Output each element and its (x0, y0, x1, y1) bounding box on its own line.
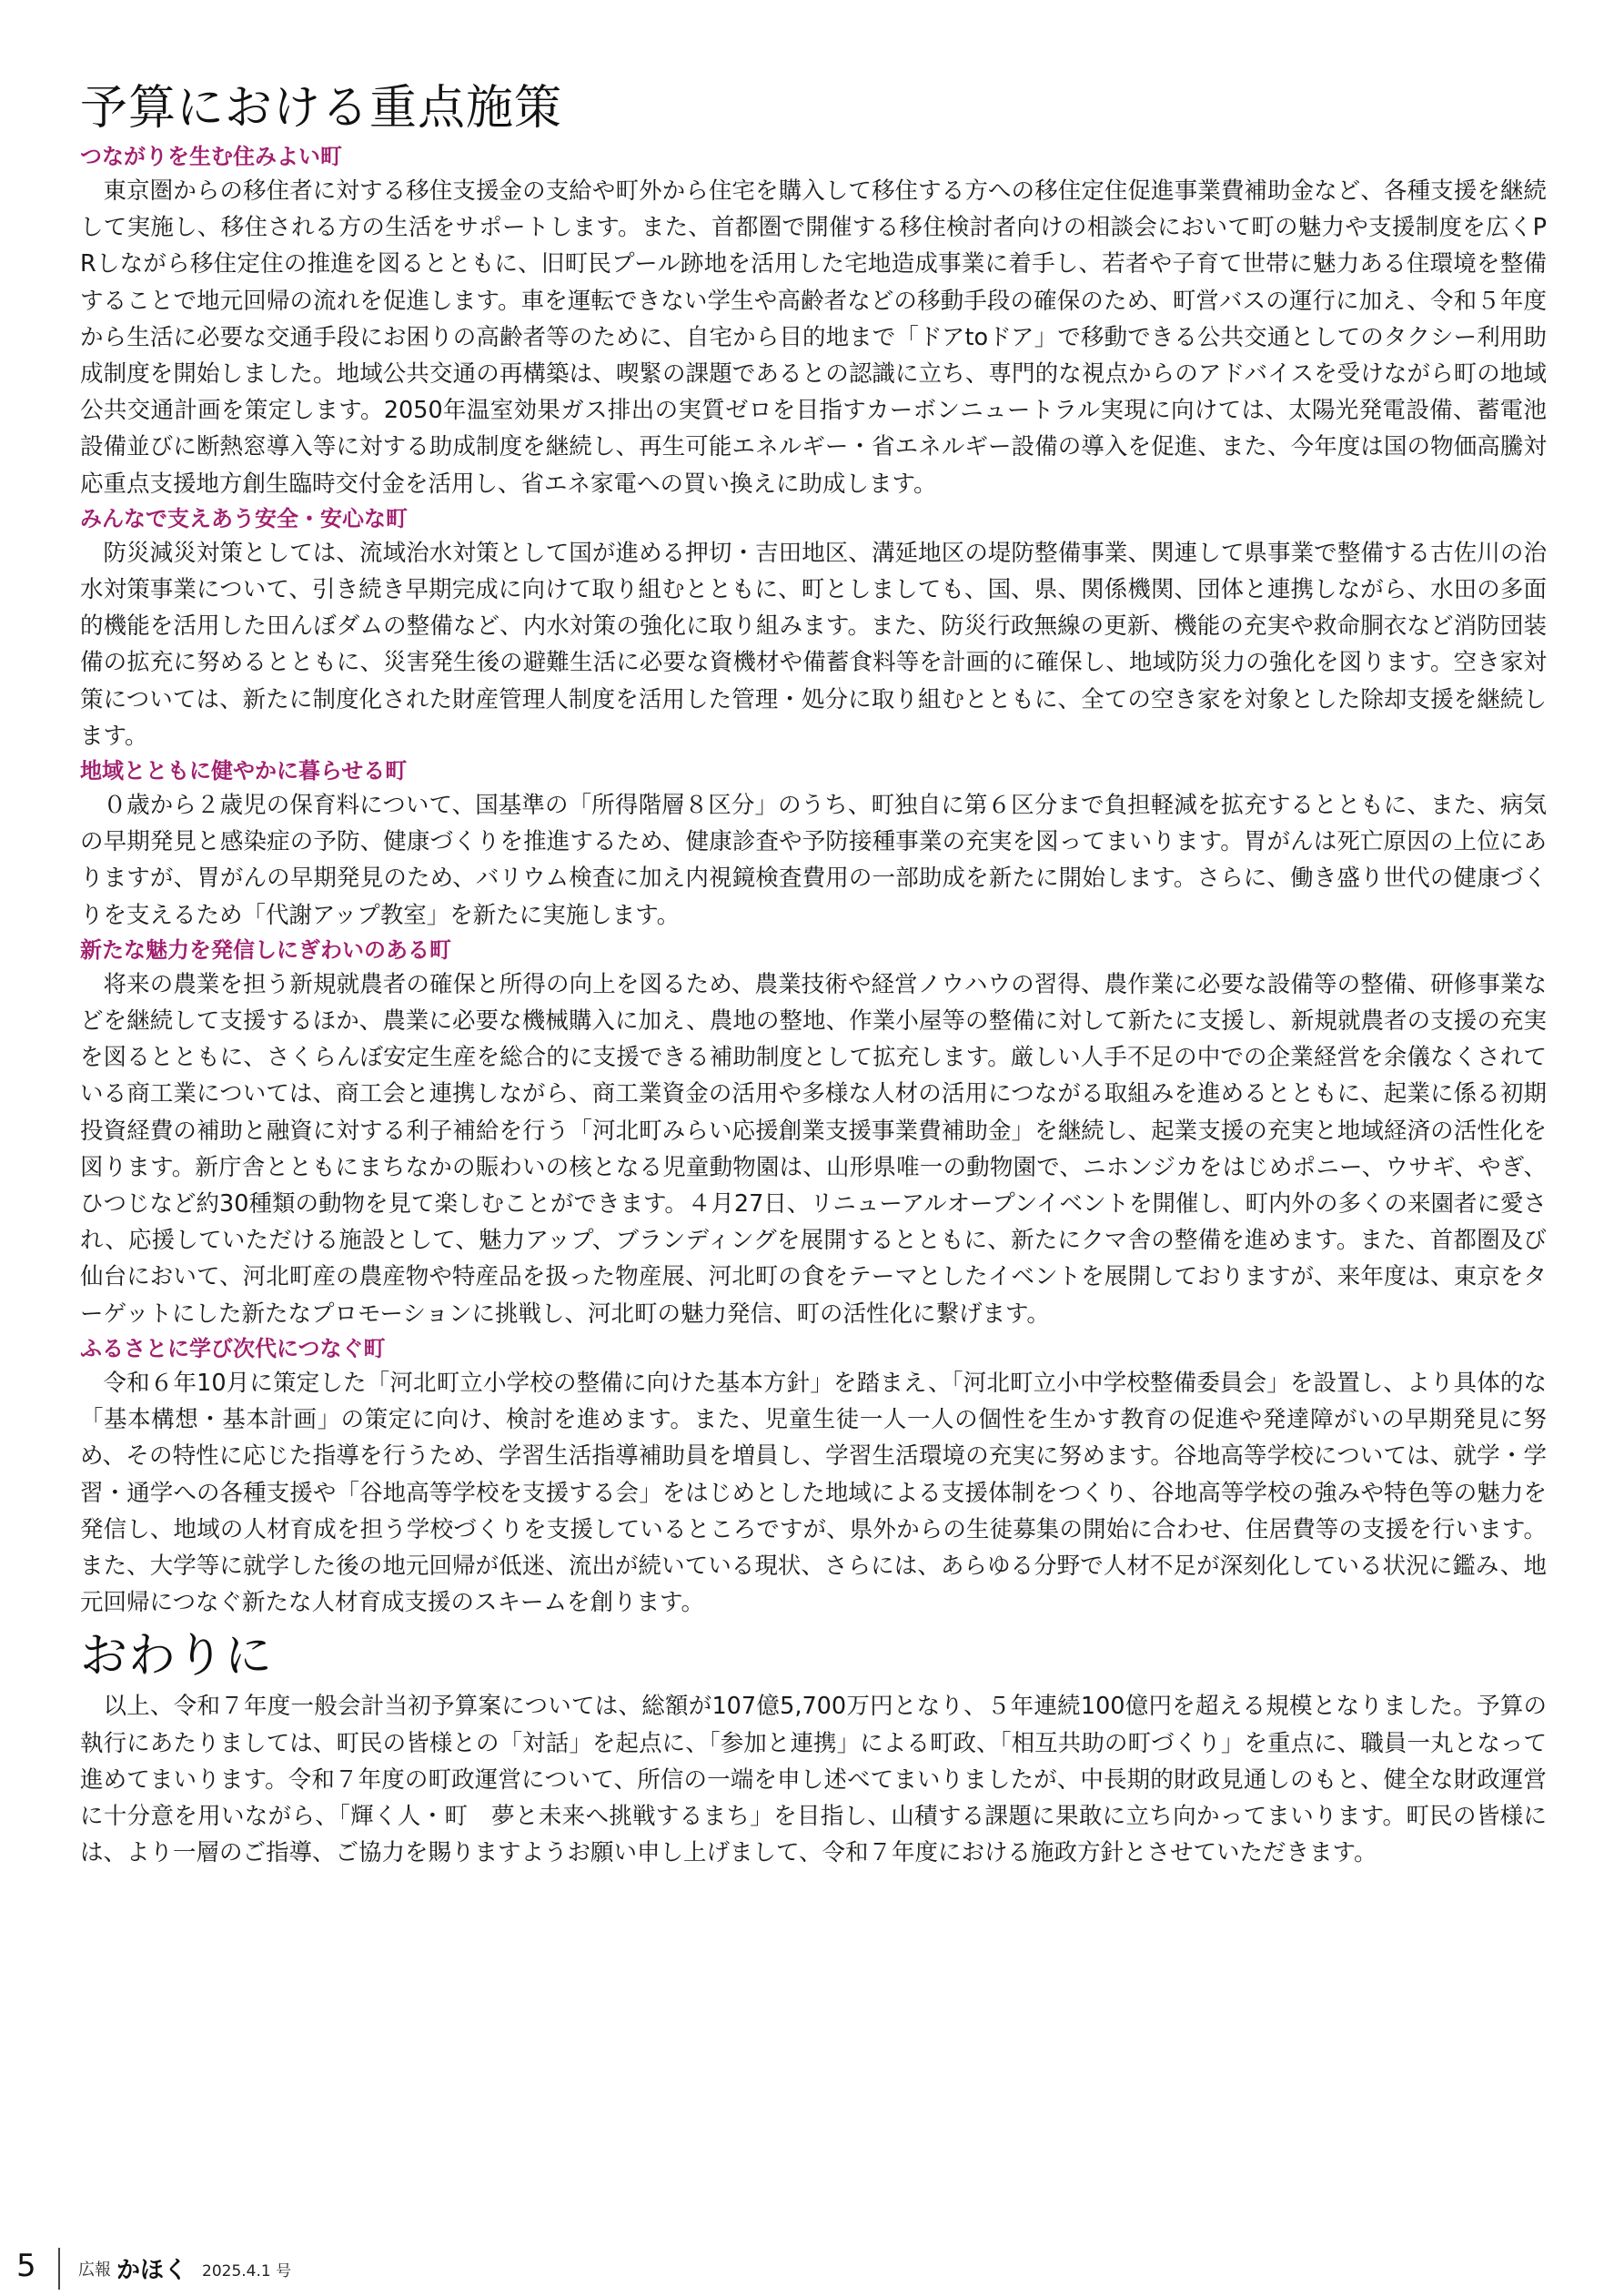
document-page (80, 78, 1547, 1871)
section-body: 将来の農業を担う新規就農者の確保と所得の向上を図るため、農業技術や経営ノウハウの習得、農作業に必要な設備等の整備、研修事業などを継続して支援するほか、農業に必要な機械購入に加え、農地の整地、作業小屋等の整備に対して新たに支援し、新規就農者の支援の充実を図るとともに、さくらんぼ安定生産を総合的に支援できる補助制度として拡充します。厳しい人手不足の中での企業経営を余儀なくされている商工業については、商工会と連携しながら、商工業資金の活用や多様な人材の活用につながる取組みを進めるとともに、起業に係る初期投資経費の補助と融資に対する利子補給を行う「河北町みらい応援創業支援事業費補助金」を継続し、起業支援の充実と地域経済の活性化を図ります。新庁舎とともにまちなかの賑わいの核となる児童動物園は、山形県唯一の動物園で、ニホンジカをはじめポニー、ウサギ、やぎ、ひつじなど約30種類の動物を見て楽しむことができます。４月27日、リニューアルオープンイベントを開催し、町内外の多くの来園者に愛され、応援していただける施設として、魅力アップ、ブランディングを展開するとともに、新たにクマ舎の整備を進めます。また、首都圏及び仙台において、河北町産の農産物や特産品を扱った物産展、河北町の食をテーマとしたイベントを展開しておりますが、来年度は、東京をターゲットにした新たなプロモーションに挑戦し、河北町の魅力発信、町の活性化に繋げます。 (80, 970, 1547, 1328)
publication-name: かほく (116, 2257, 188, 2284)
issue-date: 2025.4.1 号 (202, 2262, 292, 2281)
section-heading: つながりを生む住みよい町 (80, 144, 342, 169)
publication-label: 広報 (78, 2261, 111, 2280)
section-heading: みんなで支えあう安全・安心な町 (80, 505, 408, 531)
section-5 (80, 1332, 1547, 1621)
section-4 (80, 934, 1547, 1332)
section-body: 防災減災対策としては、流域治水対策として国が進める押切・吉田地区、溝延地区の堤防整備事業、関連して県事業で整備する古佐川の治水対策事業について、引き続き早期完成に向けて取り組むとともに、町としましても、国、県、関係機関、団体と連携しながら、水田の多面的機能を活用した田んぼダムの整備など、内水対策の強化に取り組みます。また、防災行政無線の更新、機能の充実や救命胴衣など消防団装備の拡充に努めるとともに、災害発生後の避難生活に必要な資機材や備蓄食料等を計画的に確保し、地域防災力の強化を図ります。空き家対策については、新たに制度化された財産管理人制度を活用した管理・処分に取り組むとともに、全ての空き家を対象とした除却支援を継続します。 (80, 539, 1547, 750)
page-footer (0, 2248, 546, 2284)
closing-title: おわりに (80, 1629, 274, 1684)
closing-body: 以上、令和７年度一般会計当初予算案については、総額が107億5,700万円となり、５年連続100億円を超える規模となりました。予算の執行にあたりましては、町民の皆様との「対話」を起点に、「参加と連携」による町政、「相互共助の町づくり」を重点に、職員一丸となって進めてまいります。令和７年度の町政運営について、所信の一端を申し述べてまいりましたが、中長期的財政見通しのもと、健全な財政運営に十分意を用いながら、「輝く人・町 夢と未来へ挑戦するまち」を目指し、山積する課題に果敢に立ち向かってまいります。町民の皆様には、より一層のご指導、ご協力を賜りますようお願い申し上げまして、令和７年度における施政方針とさせていただきます。 (80, 1693, 1547, 1867)
section-3 (80, 754, 1547, 934)
footer-divider (58, 2248, 60, 2290)
section-1 (80, 140, 1547, 502)
section-heading: 地域とともに健やかに暮らせる町 (80, 758, 408, 784)
section-2 (80, 502, 1547, 754)
section-heading: 新たな魅力を発信しにぎわいのある町 (80, 936, 451, 963)
section-body: 東京圏からの移住者に対する移住支援金の支給や町外から住宅を購入して移住する方への移住定住促進事業費補助金など、各種支援を継続して実施し、移住される方の生活をサポートします。また、首都圏で開催する移住検討者向けの相談会において町の魅力や支援制度を広くPRしながら移住定住の推進を図るとともに、旧町民プール跡地を活用した宅地造成事業に着手し、若者や子育て世帯に魅力ある住環境を整備することで地元回帰の流れを促進します。車を運転できない学生や高齢者などの移動手段の確保のため、町営バスの運行に加え、令和５年度から生活に必要な交通手段にお困りの高齢者等のために、自宅から目的地まで「ドアtoドア」で移動できる公共交通としてのタクシー利用助成制度を開始しました。地域公共交通の再構築は、喫緊の課題であるとの認識に立ち、専門的な視点からのアドバイスを受けながら町の地域公共交通計画を策定します。2050年温室効果ガス排出の実質ゼロを目指すカーボンニュートラル実現に向けては、太陽光発電設備、蓄電池設備並びに断熱窓導入等に対する助成制度を継続し、再生可能エネルギー・省エネルギー設備の導入を促進、また、今年度は国の物価高騰対応重点支援地方創生臨時交付金を活用し、省エネ家電への買い換えに助成します。 (80, 177, 1547, 498)
section-body: 令和６年10月に策定した「河北町立小学校の整備に向けた基本方針」を踏まえ、「河北町立小中学校整備委員会」を設置し、より具体的な「基本構想・基本計画」の策定に向け、検討を進めます。また、児童生徒一人一人の個性を生かす教育の促進や発達障がいの早期発見に努め、その特性に応じた指導を行うため、学習生活指導補助員を増員し、学習生活環境の充実に努めます。谷地高等学校については、就学・学習・通学への各種支援や「谷地高等学校を支援する会」をはじめとした地域による支援体制をつくり、谷地高等学校の強みや特色等の魅力を発信し、地域の人材育成を担う学校づくりを支援しているところですが、県外からの生徒募集の開始に合わせ、住居費等の支援を行います。また、大学等に就学した後の地元回帰が低迷、流出が続いている現状、さらには、あらゆる分野で人材不足が深刻化している状況に鑑み、地元回帰につなぐ新たな人材育成支援のスキームを創ります。 (80, 1369, 1547, 1617)
page-title: 予算における重点施策 (80, 81, 563, 136)
section-body: ０歳から２歳児の保育料について、国基準の「所得階層８区分」のうち、町独自に第６区分まで負担軽減を拡充するとともに、また、病気の早期発見と感染症の予防、健康づくりを推進するため、健康診査や予防接種事業の充実を図ってまいります。胃がんは死亡原因の上位にありますが、胃がんの早期発見のため、バリウム検査に加え内視鏡検査費用の一部助成を新たに開始します。さらに、働き盛り世代の健康づくりを支えるため「代謝アップ教室」を新たに実施します。 (80, 792, 1547, 929)
page-number: 5 (16, 2248, 36, 2284)
section-heading: ふるさとに学び次代につなぐ町 (80, 1335, 386, 1361)
